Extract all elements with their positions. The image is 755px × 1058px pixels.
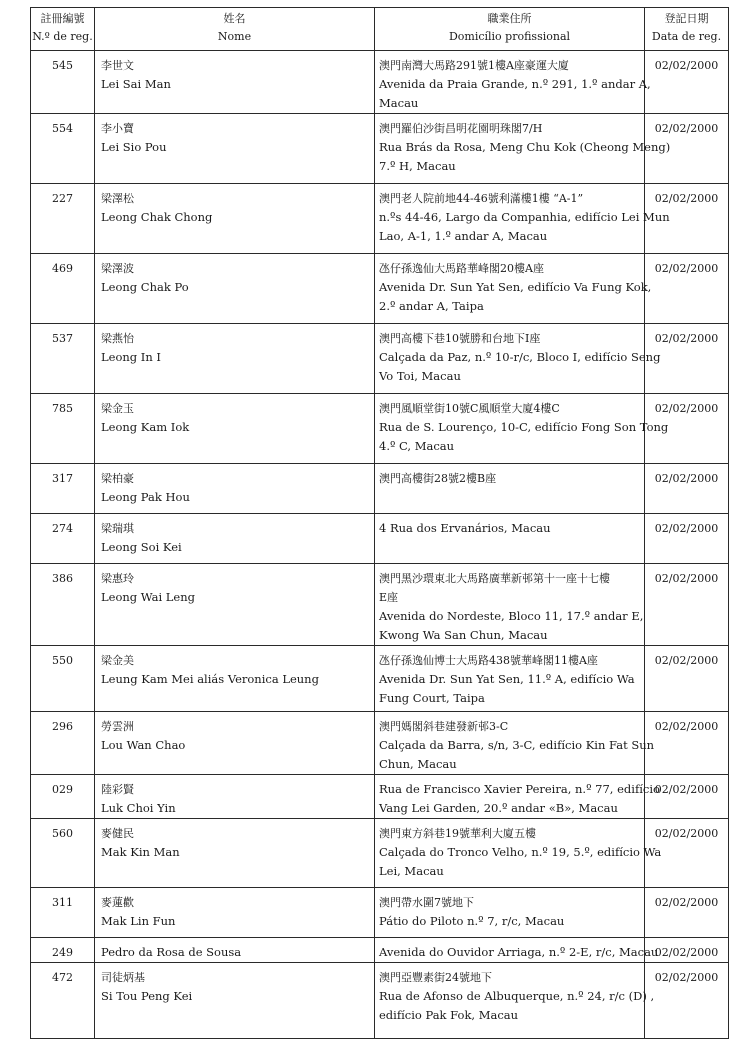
registry-table: [30, 7, 729, 1039]
address-line: Fung Court, Taipa: [379, 691, 485, 705]
table-row: [31, 819, 729, 888]
address-line: 澳門媽閣斜巷建發新邨3-C: [379, 720, 509, 733]
registration-number: [31, 184, 95, 254]
address-line: Kwong Wa San Chun, Macau: [379, 628, 548, 642]
registration-date-text: 02/02/2000: [654, 262, 719, 275]
registration-date-text: 02/02/2000: [654, 522, 719, 535]
table-row: [31, 888, 729, 938]
registration-number-text: 227: [52, 192, 73, 205]
table-row: [31, 254, 729, 324]
registration-date: [645, 888, 729, 938]
registration-number-text: 386: [52, 572, 73, 585]
address-line: 4.º C, Macau: [379, 439, 455, 453]
person-name: [95, 254, 375, 324]
registration-number-text: 469: [52, 262, 73, 275]
header-number: [31, 8, 95, 51]
professional-address: [375, 564, 645, 646]
address-line: Lei, Macau: [379, 864, 444, 878]
registration-number: [31, 712, 95, 775]
name-chinese: 勞雲洲: [101, 720, 134, 733]
address-line: 澳門風順堂街10號C風順堂大廈4樓C: [379, 402, 560, 415]
name-chinese: 梁澤松: [101, 192, 134, 205]
registration-number-text: 249: [52, 946, 73, 959]
registration-number-text: 274: [52, 522, 73, 535]
person-name: [95, 184, 375, 254]
table-row: [31, 114, 729, 184]
address-line: 澳門帶水圍7號地下: [379, 896, 474, 909]
address-line: 氹仔孫逸仙博士大馬路438號華峰閣11樓A座: [379, 654, 598, 667]
registration-date-text: 02/02/2000: [654, 946, 719, 959]
registration-date-text: 02/02/2000: [654, 654, 719, 667]
registration-date: [645, 712, 729, 775]
registration-date: [645, 254, 729, 324]
table-row: [31, 646, 729, 712]
registration-number-text: 029: [52, 783, 73, 796]
name-portuguese: Mak Lin Fun: [101, 914, 176, 928]
registration-date: [645, 963, 729, 1039]
person-name: [95, 888, 375, 938]
header-number-zh: 註冊編號: [40, 12, 85, 25]
table-row: [31, 324, 729, 394]
registration-date-text: 02/02/2000: [654, 402, 719, 415]
table-row: [31, 564, 729, 646]
professional-address: [375, 775, 660, 819]
registration-number: [31, 646, 95, 712]
name-portuguese: Leong Soi Kei: [101, 540, 182, 554]
registration-date: [645, 938, 729, 963]
table-row: [31, 464, 729, 514]
address-line: Macau: [379, 96, 419, 110]
person-name: [95, 775, 375, 819]
person-name: [95, 564, 375, 646]
registration-number: [31, 775, 95, 819]
address-line: Calçada da Paz, n.º 10-r/c, Bloco I, edifício Seng: [379, 350, 661, 364]
name-chinese: 司徒炳基: [101, 971, 145, 984]
name-chinese: 麥蓮歡: [101, 896, 134, 909]
address-line: Vo Toi, Macau: [379, 369, 461, 383]
name-portuguese: Lou Wan Chao: [101, 738, 186, 752]
registration-date: [645, 51, 729, 114]
registration-date: [645, 775, 729, 819]
header-name-zh: 姓名: [223, 12, 246, 25]
registration-date-text: 02/02/2000: [654, 896, 719, 909]
registration-number: [31, 254, 95, 324]
name-chinese: 梁澤波: [101, 262, 134, 275]
name-chinese: 李小寶: [101, 122, 134, 135]
registration-date-text: 02/02/2000: [654, 783, 719, 796]
person-name: [95, 514, 375, 564]
registration-number: [31, 394, 95, 464]
registration-number-text: 560: [52, 827, 73, 840]
table-row: [31, 938, 729, 963]
header-name-pt: Nome: [217, 30, 252, 43]
address-line: 澳門黑沙環東北大馬路廣華新邨第十一座十七樓: [379, 572, 610, 585]
address-line: 澳門高樓下巷10號勝和台地下I座: [379, 332, 541, 345]
person-name: [95, 963, 375, 1039]
address-line: Rua Brás da Rosa, Meng Chu Kok (Cheong Meng): [379, 140, 671, 154]
person-name: [95, 114, 375, 184]
address-line: Calçada do Tronco Velho, n.º 19, 5.º, edifício Wa: [379, 845, 662, 859]
registration-date-text: 02/02/2000: [654, 971, 719, 984]
professional-address: [375, 712, 655, 775]
registration-number-text: 785: [52, 402, 73, 415]
professional-address: [375, 963, 655, 1039]
address-line: 4 Rua dos Ervanários, Macau: [379, 521, 551, 535]
name-portuguese: Lei Sio Pou: [101, 140, 167, 154]
professional-address: [375, 394, 669, 464]
name-portuguese: Si Tou Peng Kei: [101, 989, 193, 1003]
table-row: [31, 394, 729, 464]
professional-address: [375, 646, 645, 712]
registration-date-text: 02/02/2000: [654, 720, 719, 733]
person-name: [95, 646, 375, 712]
address-line: Avenida Dr. Sun Yat Sen, 11.º A, edifício Wa: [379, 672, 635, 686]
address-line: Calçada da Barra, s/n, 3-C, edifício Kin Fat Sun: [379, 738, 655, 752]
name-portuguese: Leong Chak Po: [101, 280, 189, 294]
registration-number-text: 317: [52, 472, 73, 485]
registration-number-text: 554: [52, 122, 73, 135]
registration-number: [31, 114, 95, 184]
header-address-zh: 職業住所: [487, 12, 532, 25]
address-line: Avenida da Praia Grande, n.º 291, 1.º andar A,: [379, 77, 651, 91]
registration-date-text: 02/02/2000: [654, 332, 719, 345]
name-chinese: 陸彩賢: [101, 783, 134, 796]
address-line: Rua de Francisco Xavier Pereira, n.º 77, edifício: [379, 782, 660, 796]
name-portuguese: Leung Kam Mei aliás Veronica Leung: [101, 672, 319, 686]
name-portuguese: Lei Sai Man: [101, 77, 171, 91]
table-row: [31, 514, 729, 564]
professional-address: [375, 114, 671, 184]
address-line: edifício Pak Fok, Macau: [379, 1008, 519, 1022]
professional-address: [375, 324, 661, 394]
header-date-zh: 登記日期: [664, 12, 709, 25]
table-row: [31, 51, 729, 114]
header-row: [31, 8, 729, 51]
header-date: [645, 8, 729, 51]
registration-date-text: 02/02/2000: [654, 472, 719, 485]
registration-date-text: 02/02/2000: [654, 827, 719, 840]
professional-address: [375, 819, 662, 888]
address-line: 澳門亞豐素街24號地下: [379, 971, 492, 984]
address-line: Rua de Afonso de Albuquerque, n.º 24, r/c (D) ,: [379, 989, 655, 1003]
header-address-pt: Domicílio profissional: [448, 30, 571, 43]
registration-number: [31, 51, 95, 114]
table-row: [31, 184, 729, 254]
professional-address: [375, 254, 652, 324]
address-line: Rua de S. Lourenço, 10-C, edifício Fong Son Tong: [379, 420, 669, 434]
registration-number-text: 472: [52, 971, 73, 984]
name-portuguese: Leong Kam Iok: [101, 420, 190, 434]
name-chinese: 梁惠玲: [101, 572, 134, 585]
address-line: 氹仔孫逸仙大馬路華峰閣20樓A座: [379, 262, 544, 275]
name-chinese: 梁金美: [101, 654, 134, 667]
registration-number: [31, 464, 95, 514]
person-name: [95, 819, 375, 888]
address-line: Avenida Dr. Sun Yat Sen, edifício Va Fung Kok,: [379, 280, 652, 294]
professional-address: [375, 51, 651, 114]
address-line: 2.º andar A, Taipa: [379, 299, 484, 313]
registration-number-text: 550: [52, 654, 73, 667]
name-portuguese: Leong In I: [101, 350, 161, 364]
address-line: Pátio do Piloto n.º 7, r/c, Macau: [379, 914, 565, 928]
registration-date: [645, 564, 729, 646]
registration-date: [645, 464, 729, 514]
registration-number-text: 545: [52, 59, 73, 72]
name-portuguese: Leong Chak Chong: [101, 210, 213, 224]
address-line: 澳門東方斜巷19號華利大廈五樓: [379, 827, 536, 840]
address-line: Lao, A-1, 1.º andar A, Macau: [379, 229, 548, 243]
header-number-pt: N.º de reg.: [32, 30, 93, 43]
name-chinese: 梁燕怡: [101, 332, 134, 345]
address-line: Avenida do Nordeste, Bloco 11, 17.º andar E,: [379, 609, 644, 623]
table-row: [31, 963, 729, 1039]
professional-address: [375, 464, 645, 514]
name-chinese: 麥健民: [101, 827, 134, 840]
header-date-pt: Data de reg.: [651, 30, 722, 43]
table-row: [31, 712, 729, 775]
professional-address: [375, 514, 645, 564]
address-line: 澳門羅伯沙街昌明花園明珠閣7/H: [379, 122, 543, 135]
name-chinese: 梁柏豪: [101, 472, 134, 485]
professional-address: [375, 888, 645, 938]
name-portuguese: Leong Pak Hou: [101, 490, 190, 504]
registration-number: [31, 819, 95, 888]
registration-number: [31, 324, 95, 394]
registration-date: [645, 646, 729, 712]
registration-number: [31, 564, 95, 646]
name-chinese: 李世文: [101, 59, 134, 72]
registration-number-text: 537: [52, 332, 73, 345]
address-line: Vang Lei Garden, 20.º andar «B», Macau: [379, 801, 618, 815]
table-row: [31, 775, 729, 819]
registration-number-text: 296: [52, 720, 73, 733]
address-line: Avenida do Ouvidor Arriaga, n.º 2-E, r/c, Macau: [379, 945, 659, 959]
address-line: 澳門老人院前地44-46號利滿樓1樓 “A-1”: [379, 192, 584, 205]
address-line: 澳門南灣大馬路291號1樓A座豪運大廈: [379, 59, 569, 72]
registration-date-text: 02/02/2000: [654, 59, 719, 72]
professional-address: [375, 184, 670, 254]
name-portuguese: Luk Choi Yin: [101, 801, 176, 815]
address-line: E座: [379, 591, 399, 604]
registration-date-text: 02/02/2000: [654, 572, 719, 585]
address-line: 澳門高樓街28號2樓B座: [379, 472, 497, 485]
person-name: [95, 51, 375, 114]
person-name: [95, 938, 375, 963]
header-address: [375, 8, 645, 51]
registration-number-text: 311: [52, 896, 73, 909]
name-portuguese: Pedro da Rosa de Sousa: [101, 945, 242, 959]
name-chinese: 梁瑞琪: [101, 522, 134, 535]
person-name: [95, 464, 375, 514]
registration-number: [31, 888, 95, 938]
registration-date-text: 02/02/2000: [654, 192, 719, 205]
name-chinese: 梁金玉: [101, 402, 134, 415]
address-line: Chun, Macau: [379, 757, 457, 771]
address-line: 7.º H, Macau: [379, 159, 456, 173]
address-line: n.ºs 44-46, Largo da Companhia, edifício Lei Mun: [379, 210, 670, 224]
person-name: [95, 712, 375, 775]
professional-address: [375, 938, 659, 963]
person-name: [95, 394, 375, 464]
person-name: [95, 324, 375, 394]
registration-number: [31, 938, 95, 963]
name-portuguese: Leong Wai Leng: [101, 590, 196, 604]
name-portuguese: Mak Kin Man: [101, 845, 180, 859]
registration-number: [31, 514, 95, 564]
registration-date-text: 02/02/2000: [654, 122, 719, 135]
header-name: [95, 8, 375, 51]
registration-number: [31, 963, 95, 1039]
registration-date: [645, 514, 729, 564]
